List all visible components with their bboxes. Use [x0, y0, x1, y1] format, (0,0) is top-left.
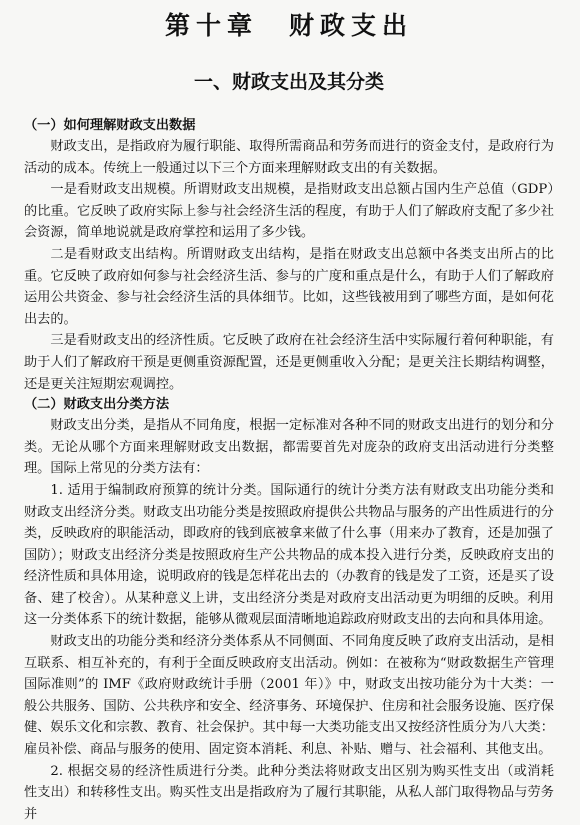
paragraph: 1. 适用于编制政府预算的统计分类。国际通行的统计分类方法有财政支出功能分类和财政支出经济分类。财政支出功能分类是按照政府提供公共物品与服务的产出性质进行的分类，反映政府的职能活动，即政府的钱到底被拿来做了什么事（用来办了教育，还是加强了国防）；财政支出经济分类是按照政府生产公共物品的成本投入进行分类，反映政府支出的经济性质和具体用途，说明政府的钱是怎样花出去的（办教育的钱是发了工资，还是买了设备、建了校舍）。从某种意义上讲，支出经济分类是对政府支出活动更为明细的反映。利用这一分类体系下的统计数据，能够从微观层面清晰地追踪政府财政支出的去向和具体用途。	[24, 482, 554, 628]
paragraph: 2. 根据交易的经济性质进行分类。此种分类法将财政支出区别为购买性支出（或消耗性支出）和转移性支出。购买性支出是指政府为了履行其职能，从私人部门取得物品与劳务并	[24, 763, 554, 822]
paragraph: 三是看财政支出的经济性质。它反映了政府在社会经济生活中实际履行着何种职能，有助于人们了解政府干预是更侧重资源配置，还是更侧重收入分配；是更关注长期结构调整，还是更关注短期宏观调控。	[24, 333, 554, 392]
subsection-heading-2: （二）财政支出分类方法	[24, 397, 170, 413]
subsection-heading-1: （一）如何理解财政支出数据	[24, 118, 196, 133]
paragraph: 一是看财政支出规模。所谓财政支出规模，是指财政支出总额占国内生产总值（GDP）的比重。它反映了政府实际上参与社会经济生活的程度，有助于人们了解政府支配了多少社会资源，简单地说就是政府掌控和运用了多少钱。	[24, 182, 554, 241]
paragraph: 财政支出的功能分类和经济分类体系从不同侧面、不同角度反映了政府支出活动，是相互联系、相互补充的，有利于全面反映政府支出活动。例如：在被称为“财政数据生产管理国际准则”的 IMF《政府财政统计手册（2001 年）》中，财政支出按功能分为十大类：一般公共服务、国防、公共秩序和安全、经济事务、环境保护、住房和社会服务设施、医疗保健、娱乐文化和宗教、教育、社会保护。其中每一大类功能支出又按经济性质分为八大类：雇员补偿、商品与服务的使用、固定资本消耗、利息、补贴、赠与、社会福利、其他支出。	[24, 634, 554, 758]
chapter-title: 第十章 财政支出	[164, 11, 413, 40]
paragraph: 财政支出，是指政府为履行职能、取得所需商品和劳务而进行的资金支付，是政府行为活动的成本。传统上一般通过以下三个方面来理解财政支出的有关数据。	[24, 139, 554, 176]
paragraph: 二是看财政支出结构。所谓财政支出结构，是指在财政支出总额中各类支出所占的比重。它反映了政府如何参与社会经济生活、参与的广度和重点是什么，有助于人们了解政府运用公共资金、参与社会经济生活的具体细节。比如，这些钱被用到了哪些方面，是如何花出去的。	[24, 246, 554, 327]
paragraph: 财政支出分类，是指从不同角度，根据一定标准对各种不同的财政支出进行的划分和分类。无论从哪个方面来理解财政支出数据，都需要首先对庞杂的政府支出活动进行分类整理。国际上常见的分类方法有：	[24, 418, 554, 477]
section-title: 一、财政支出及其分类	[193, 71, 384, 93]
